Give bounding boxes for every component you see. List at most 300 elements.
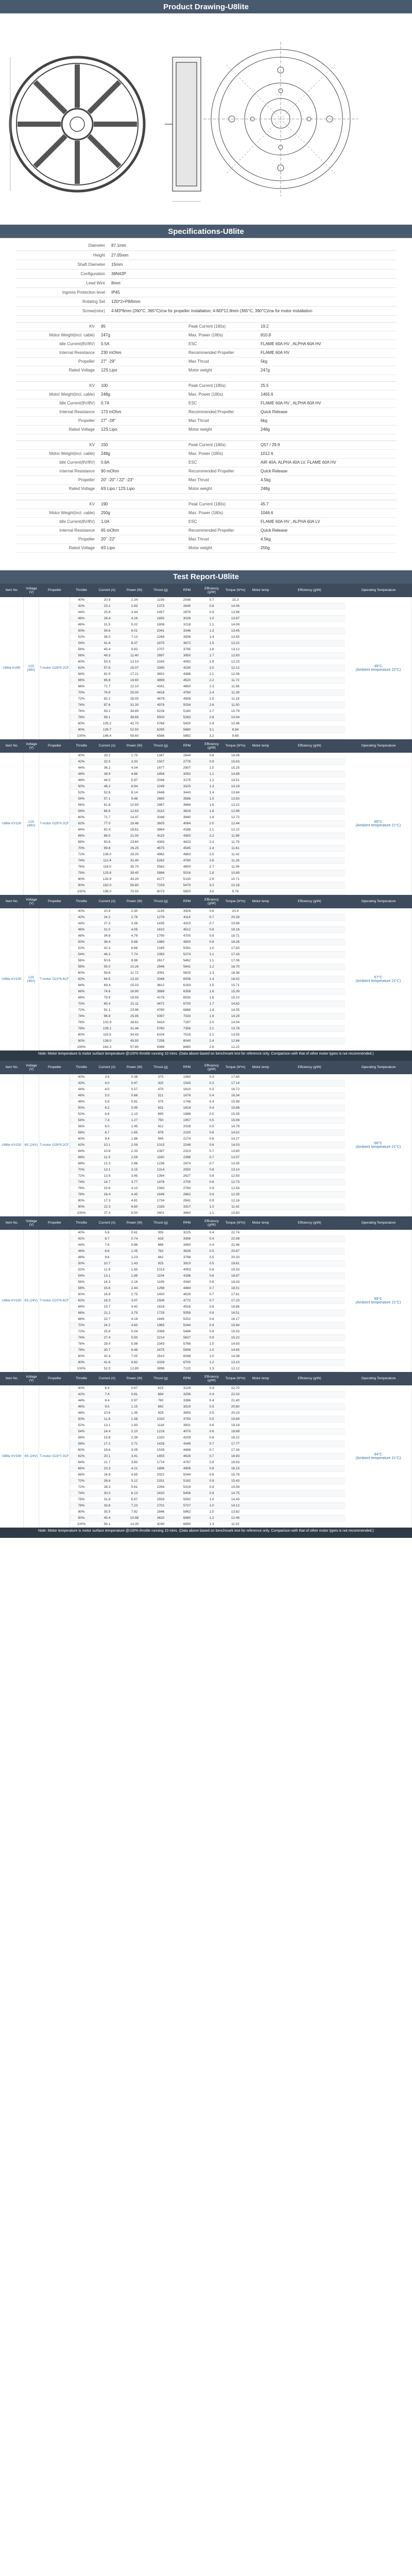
cell: 4512	[183, 927, 191, 931]
cell: 71.7	[104, 815, 111, 819]
motor-spec-key: Motor Weight(incl. cable)	[49, 392, 95, 397]
cell: 14.65	[231, 1348, 240, 1352]
cell: 14.19	[231, 784, 240, 788]
cell: 19.81	[231, 1261, 240, 1265]
cell: 78%	[78, 1192, 85, 1196]
cell: 0.4	[209, 1243, 214, 1247]
cell: 4.81	[131, 1198, 138, 1202]
motor-spec-row	[15, 509, 397, 518]
cell: 2248	[183, 1143, 191, 1147]
cell: 40%	[78, 1075, 85, 1079]
voltage: 12S (48V)	[24, 753, 39, 895]
cell: 5760	[157, 1026, 165, 1030]
table-row	[70, 970, 345, 976]
cell: 1.2	[209, 1360, 214, 1364]
cell: 36.2	[104, 766, 111, 770]
table-row	[70, 640, 345, 647]
cell: 68%	[78, 1317, 85, 1321]
cell: 4.16	[131, 616, 138, 620]
spec-value: 36N42P	[108, 269, 397, 278]
cell: 3660	[183, 1211, 191, 1215]
table-row	[70, 1392, 345, 1398]
cell: 0.5	[209, 1411, 214, 1415]
header-cell: Efficiency (g/W)	[298, 1065, 321, 1069]
cell: 44%	[78, 1087, 85, 1091]
header-cell: Item No.	[5, 588, 19, 592]
cell: 21.7	[104, 1460, 111, 1464]
cell: 56.80	[130, 883, 139, 887]
cell: 1543	[183, 1081, 191, 1085]
table-row	[70, 1416, 345, 1422]
cell: 2284	[157, 1485, 165, 1489]
cell: 3672	[183, 641, 191, 645]
cell: 13.14	[231, 1167, 240, 1172]
cell: 1394	[157, 1174, 165, 1178]
motor-spec-value: 12S Lipo	[101, 427, 117, 432]
cell: 2.2	[209, 834, 214, 838]
cell: 18.71	[231, 934, 240, 938]
cell: 58%	[78, 809, 85, 813]
cell: 4900	[183, 865, 191, 869]
cell: 13.87	[231, 616, 240, 620]
cell: 13.1	[104, 1274, 111, 1278]
cell: 99.8	[104, 846, 111, 850]
cell: 3175	[183, 778, 191, 782]
table-row	[70, 1192, 345, 1198]
cell: 8.14	[131, 790, 138, 794]
cell: 5500	[157, 715, 165, 719]
temp-label: (Ambient temperature 21°C)	[355, 1300, 401, 1304]
cell: 7034	[183, 1014, 191, 1018]
table-row	[70, 715, 345, 721]
table-row	[70, 659, 345, 665]
motor-spec-row	[15, 500, 397, 509]
cell: 0.8	[209, 753, 214, 757]
cell: 925	[158, 1261, 164, 1265]
cell: 42%	[78, 604, 85, 608]
cell: 2.33	[131, 1149, 138, 1153]
cell: 3931	[183, 1423, 191, 1427]
cell: 1.35	[131, 1411, 138, 1415]
cell: 5892	[183, 734, 191, 738]
cell: 1729	[157, 1311, 165, 1315]
header-cell: Propeller	[47, 900, 61, 903]
cell: 44.0	[104, 778, 111, 782]
motor-spec-row	[15, 391, 397, 399]
motor-spec-row	[15, 485, 397, 494]
cell: 2.16	[131, 1280, 138, 1284]
cell: 14.03	[231, 1143, 240, 1147]
cell: 13.96	[231, 610, 240, 614]
spec-value: 8mm	[108, 278, 397, 287]
cell: 56.1	[104, 1522, 111, 1526]
header-cell: Motor temp	[252, 1221, 269, 1225]
table-row	[70, 1447, 345, 1453]
cell: 0.4	[209, 1230, 214, 1234]
cell: 1314	[157, 1167, 165, 1172]
cell: 5727	[183, 1503, 191, 1507]
cell: 10.80	[231, 1211, 240, 1215]
motor-spec-value: 4.5kg	[261, 478, 271, 482]
table-row	[70, 653, 345, 659]
cell: 3115	[157, 809, 164, 813]
cell: 0.57	[131, 1087, 138, 1091]
data-rows	[70, 1230, 345, 1372]
cell: 4628	[183, 1454, 191, 1458]
cell: 4349	[183, 1442, 191, 1446]
table-row	[70, 1044, 345, 1050]
cell: 66%	[78, 1311, 85, 1315]
table-row	[70, 1148, 345, 1155]
cell: 14.43	[231, 1497, 240, 1501]
cell: 30.0	[104, 1491, 111, 1495]
cell: 4472	[157, 1002, 165, 1006]
cell: 4114	[183, 915, 191, 919]
cell: 18.61	[130, 827, 139, 832]
motor-spec-key: Internal Resistance	[59, 528, 95, 533]
cell: 5562	[157, 865, 165, 869]
cell: 4.05	[131, 927, 138, 931]
cell: 90%	[78, 883, 85, 887]
cell: 1.8	[209, 1008, 214, 1012]
cell: 91.1	[104, 1008, 111, 1012]
cell: 9.82	[131, 647, 138, 651]
cell: 10.54	[231, 715, 240, 719]
cell: 15.53	[231, 1329, 240, 1333]
table-row	[70, 1329, 345, 1335]
cell: 132.9	[102, 877, 112, 881]
cell: 2.0	[209, 1020, 214, 1024]
cell: 420	[158, 1081, 164, 1085]
cell: 2.44	[131, 1286, 138, 1290]
cell: 48%	[78, 622, 85, 626]
header-cell: Current (A)	[98, 900, 116, 903]
table-row	[70, 1074, 345, 1080]
header-cell: Power (W)	[126, 1221, 143, 1225]
cell: 66%	[78, 1466, 85, 1470]
cell: 0.3	[209, 1087, 214, 1091]
cell: 3795	[183, 647, 191, 651]
cell: 13.55	[231, 635, 240, 639]
cell: 2398	[183, 1155, 191, 1159]
cell: 14.04	[231, 1020, 240, 1024]
cell: 0.8	[209, 1317, 214, 1321]
cell: 54%	[78, 796, 85, 801]
cell: 3.41	[131, 1454, 138, 1458]
motor-variant-block	[15, 381, 397, 434]
cell: 12.22	[231, 1045, 240, 1049]
cell: 13.9	[104, 1174, 111, 1178]
cell: 100%	[77, 1522, 86, 1526]
cell: 1216	[157, 1429, 165, 1433]
motor-spec-row	[15, 459, 397, 467]
cell: 23.2	[104, 604, 111, 608]
cell: 87.6	[104, 703, 111, 707]
cell: 5.6	[105, 1099, 110, 1104]
table-row	[70, 1503, 345, 1509]
cell: 2550	[183, 1167, 191, 1172]
cell: 60%	[78, 1292, 85, 1296]
table-row	[70, 1117, 345, 1124]
cell: 2.34	[131, 598, 138, 602]
cell: 70%	[78, 1323, 85, 1327]
cell: 16.70	[231, 964, 240, 969]
cell: 48%	[78, 934, 85, 938]
cell: 2876	[183, 610, 191, 614]
cell: 4209	[183, 1435, 191, 1439]
cell: 126.7	[102, 727, 112, 732]
motor-spec-row	[15, 450, 397, 459]
cell: 4188	[183, 827, 191, 832]
cell: 631	[158, 1106, 164, 1110]
cell: 0.61	[131, 1230, 138, 1234]
cell: 2.5	[209, 697, 214, 701]
header-cell: Current (A)	[98, 1377, 116, 1380]
cell: 70%	[78, 690, 85, 694]
cell: 13.50	[231, 796, 240, 801]
cell: 0.81	[131, 1099, 138, 1104]
cell: 1320	[157, 1435, 165, 1439]
cell: 4663	[183, 852, 191, 856]
cell: 57.6	[104, 666, 111, 670]
cell: 6290	[157, 727, 165, 732]
cell: 0.7	[209, 1442, 214, 1446]
cell: 812	[158, 1124, 164, 1128]
cell: 50.6	[104, 958, 111, 962]
table-row	[70, 708, 345, 715]
table-row	[70, 1038, 345, 1044]
cell: 3.07	[131, 1298, 138, 1302]
test-note: Note: Motor temperature is motor surface temperature @100% throttle running 10 mins. (Data above based on benchmark test for reference only. Comparison with that of other motor types is not recommended.)	[0, 1528, 412, 1538]
table-row	[70, 759, 345, 765]
cell: 4.19	[131, 1317, 138, 1321]
cell: 58%	[78, 964, 85, 969]
motor-spec-row	[15, 467, 397, 476]
cell: 763	[158, 1249, 164, 1253]
cell: 196.0	[102, 889, 112, 893]
cell: 19.60	[130, 678, 139, 682]
motor-spec-key: Motor weight	[188, 486, 212, 491]
cell: 44%	[78, 610, 85, 614]
cell: 40%	[78, 598, 85, 602]
cell: 3348	[157, 977, 165, 981]
table-row	[70, 616, 345, 622]
motor-spec-value: 173 mOhm	[101, 410, 122, 414]
motor-spec-value: 6S Lipo	[101, 546, 115, 550]
cell: 1435	[157, 921, 165, 925]
cell: 0.74	[131, 1236, 138, 1241]
table-row	[70, 989, 345, 995]
cell: 0.9	[209, 1198, 214, 1202]
cell: 0.5	[209, 1112, 214, 1116]
cell: 1.3	[209, 1522, 214, 1526]
propeller: T-motor G28*9.2CF	[39, 1074, 70, 1216]
cell: 76%	[78, 865, 85, 869]
cell: 1.9	[209, 1014, 214, 1018]
cell: 6.66	[131, 946, 138, 950]
cell: 54%	[78, 1118, 85, 1122]
cell: 1013	[157, 1267, 165, 1272]
cell: 7.00	[131, 1354, 138, 1358]
cell: 7.23	[131, 1503, 138, 1507]
cell: 2.83	[131, 604, 138, 608]
temp-value: 49°C	[374, 664, 383, 668]
cell: 32.4	[104, 1354, 111, 1358]
cell: 28.61	[130, 1020, 139, 1024]
cell: 27.4	[104, 1335, 111, 1340]
cell: 15.06	[231, 1118, 240, 1122]
cell: 62%	[78, 1298, 85, 1302]
table-row	[70, 845, 345, 852]
cell: 24.9	[104, 1472, 111, 1477]
cell: 2701	[157, 1503, 165, 1507]
cell: 44%	[78, 921, 85, 925]
cell: 1.1	[209, 772, 214, 776]
motor-spec-value: FLAME 60A HV	[261, 350, 290, 355]
cell: 1.9	[209, 659, 214, 664]
cell: 5274	[183, 952, 191, 956]
cell: 4.5	[105, 1087, 110, 1091]
cell: 2475	[157, 1348, 165, 1352]
motor-spec-key: KV	[89, 502, 95, 506]
cell: 3317	[183, 1205, 191, 1209]
cell: 5.61	[131, 1485, 138, 1489]
cell: 2776	[183, 759, 191, 764]
cell: 0.8	[209, 1167, 214, 1172]
header-cell: RPM	[183, 1065, 191, 1069]
cell: 20.33	[231, 1255, 240, 1259]
cell: 0.7	[209, 915, 214, 919]
header-cell: Propeller	[47, 1221, 61, 1225]
cell: 112.4	[103, 858, 111, 862]
cell: 5486	[183, 1329, 191, 1333]
cell: 1.3	[209, 784, 214, 788]
cell: 4545	[183, 846, 191, 850]
motor-spec-key: Rated Voltage	[68, 368, 95, 372]
cell: 54%	[78, 1429, 85, 1433]
cell: 20.9	[104, 909, 111, 913]
cell: 1.0	[209, 1510, 214, 1514]
cell: 77.0	[104, 821, 111, 825]
cell: 3926	[183, 909, 191, 913]
cell: 2707	[157, 647, 165, 651]
cell: 1678	[183, 1093, 191, 1097]
cell: 58%	[78, 653, 85, 657]
cell: 1806	[157, 622, 165, 626]
cell: 6868	[183, 1008, 191, 1012]
cell: 3818	[183, 809, 191, 813]
cell: 5283	[183, 715, 191, 719]
cell: 74%	[78, 1335, 85, 1340]
header-cell: Torque (N*m)	[225, 744, 246, 748]
cell: 9.4	[105, 1137, 110, 1141]
cell: 14.12	[231, 1503, 240, 1507]
cell: 1104	[157, 1274, 164, 1278]
cell: 14.82	[231, 1002, 240, 1006]
table-row	[70, 1099, 345, 1105]
cell: 80%	[78, 721, 85, 725]
voltage: 12S (48V)	[24, 597, 39, 739]
cell: 14.08	[231, 622, 240, 626]
motor-spec-value: 65 mOhm	[101, 528, 119, 533]
motor-spec-row	[15, 417, 397, 426]
cell: 6006	[183, 977, 191, 981]
cell: 1278	[157, 915, 165, 919]
cell: 6890	[183, 1522, 191, 1526]
cell: 3225	[183, 1230, 191, 1234]
cell: 3566	[183, 796, 191, 801]
cell: 44%	[78, 1398, 85, 1402]
cell: 12.44	[231, 821, 240, 825]
temp-label: (Ambient temperature 21°C)	[355, 1145, 401, 1149]
motor-spec-value: 230 mOhm	[101, 350, 122, 355]
spec-value: 4-M3*6mm (260°C, 365°C)/cw for propeller installation; 4-M3*12.8mm (365°C, 390°C)/cw for motor installation	[108, 306, 397, 315]
motor-spec-key: Peak Current (180s)	[188, 502, 226, 506]
motor-spec-value: 1465.6	[261, 392, 273, 397]
cell: 25.8	[104, 610, 111, 614]
cell: 1.89	[131, 1274, 138, 1278]
cell: 52%	[78, 790, 85, 794]
cell: 0.8	[209, 927, 214, 931]
header-cell: Item No.	[5, 744, 19, 748]
cell: 15.10	[231, 995, 240, 999]
cell: 3652	[157, 672, 165, 676]
cell: 3688	[183, 803, 191, 807]
cell: 90%	[78, 1516, 85, 1520]
test-table-body	[0, 753, 412, 895]
cell: 56%	[78, 803, 85, 807]
cell: 1.3	[209, 971, 214, 975]
operating-temp	[345, 753, 412, 895]
cell: 8.6	[105, 1249, 110, 1253]
cell: 68%	[78, 1161, 85, 1165]
motor-spec-key: Internal Resistance	[59, 350, 95, 355]
data-rows	[70, 908, 345, 1050]
motor-spec-key: Recommended Propeller	[188, 410, 234, 414]
motor-spec-key: Propeller	[78, 418, 95, 423]
cell: 42%	[78, 915, 85, 919]
cell: 38.0	[104, 635, 111, 639]
table-row	[70, 889, 345, 895]
cell: 34.8	[104, 934, 111, 938]
cell: 18.6	[104, 1448, 111, 1452]
cell: 1746	[183, 1099, 191, 1104]
table-row	[70, 1304, 345, 1310]
test-note: Note: Motor temperature is motor surface temperature @100% throttle running 10 mins. (Data above based on benchmark test for reference only. Comparison with that of other motor types is not recommended.)	[0, 1050, 412, 1061]
cell: 0.5	[209, 1124, 214, 1128]
motor-variants	[15, 322, 397, 553]
cell: 52.6	[104, 790, 111, 794]
cell: 2.1	[209, 1026, 214, 1030]
motor-spec-value: 6S Lipo / 12S Lipo	[101, 486, 135, 491]
cell: 0.95	[131, 1106, 138, 1110]
cell: 0.3	[209, 1075, 214, 1079]
cell: 2.2	[209, 678, 214, 682]
motor-spec-value: 1.0A	[101, 519, 110, 524]
motor-spec-row	[15, 340, 397, 349]
cell: 0.9	[209, 1335, 214, 1340]
cell: 4700	[183, 934, 191, 938]
cell: 2.71	[131, 1442, 138, 1446]
cell: 18.43	[231, 1280, 240, 1284]
table-row	[70, 1429, 345, 1435]
cell: 41.6	[104, 641, 111, 645]
cell: 1560	[157, 1186, 165, 1190]
cell: 11.5	[104, 1155, 111, 1159]
cell: 82.2	[104, 697, 111, 701]
cell: 15.8	[104, 1435, 111, 1439]
item-no: U8lite KV85	[0, 597, 24, 739]
